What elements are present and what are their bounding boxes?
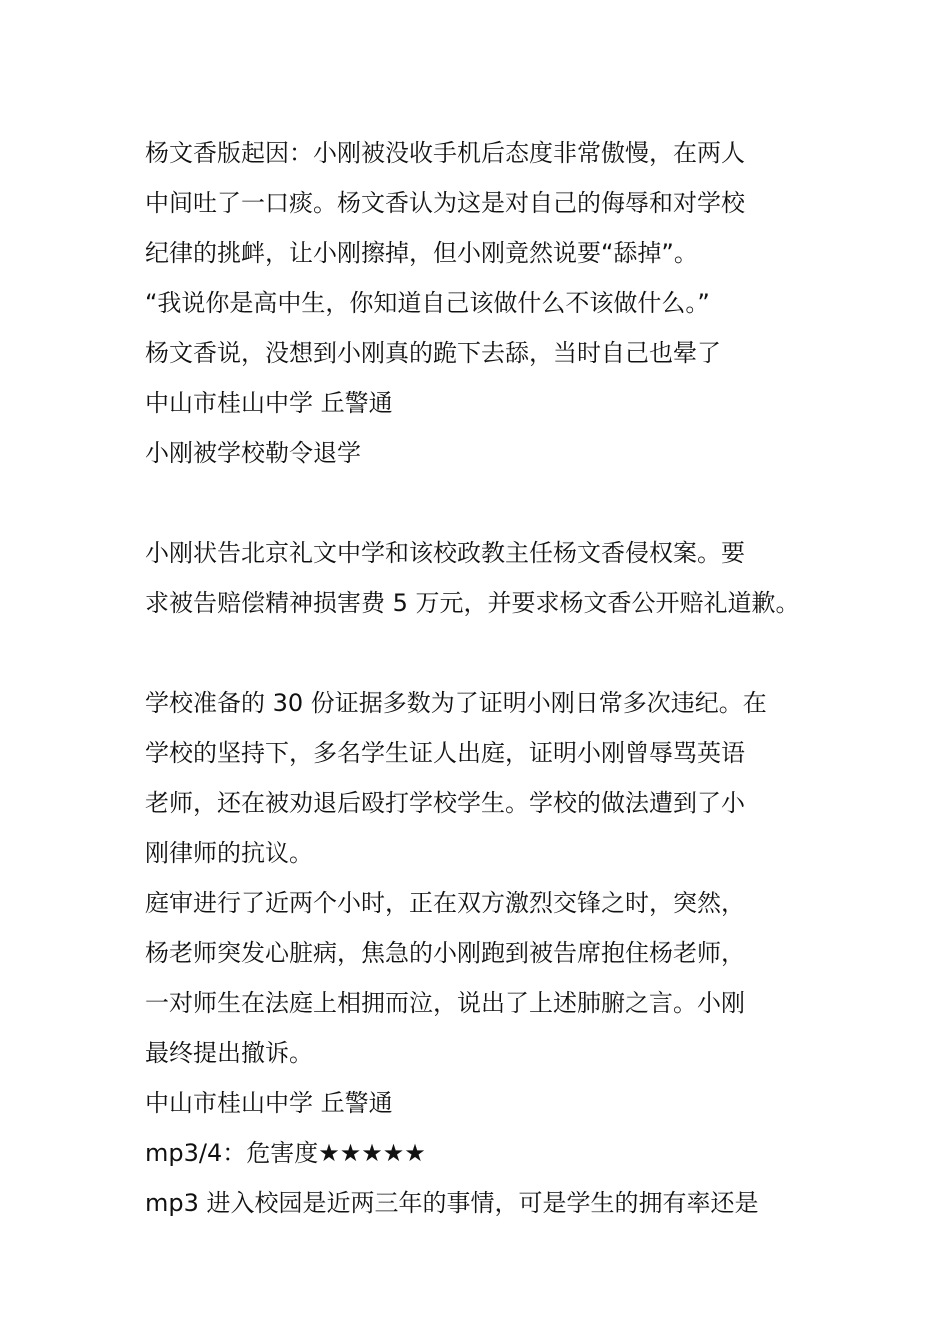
- paragraph-spacer: [145, 628, 825, 678]
- paragraph-spacer: [145, 478, 825, 528]
- paragraph-lawsuit: 小刚状告北京礼文中学和该校政教主任杨文香侵权案。要 求被告赔偿精神损害费 5 万元，并要求杨文香公开赔礼道歉。: [145, 539, 800, 617]
- document-body: [145, 128, 825, 1228]
- paragraph-expulsion: 小刚被学校勒令退学: [145, 439, 361, 467]
- paragraph-trial: 庭审进行了近两个小时，正在双方激烈交锋之时，突然， 杨老师突发心脏病，焦急的小刚跑到被告席抱住杨老师， 一对师生在法庭上相拥而泣，说出了上述肺腑之言。小刚 最终提出撤诉。: [145, 889, 745, 1067]
- section-heading-mp3: mp3/4：危害度★★★★★: [145, 1139, 426, 1167]
- paragraph-evidence: 学校准备的 30 份证据多数为了证明小刚日常多次违纪。在 学校的坚持下，多名学生证人出庭，证明小刚曾辱骂英语 老师，还在被劝退后殴打学校学生。学校的做法遭到了小 刚律师的抗议。: [145, 689, 767, 867]
- paragraph-mp3: mp3 进入校园是近两三年的事情，可是学生的拥有率还是: [145, 1189, 759, 1217]
- author-credit: 中山市桂山中学 丘警通: [145, 1089, 393, 1117]
- author-credit: 中山市桂山中学 丘警通: [145, 389, 393, 417]
- paragraph-incident-cause: 杨文香版起因：小刚被没收手机后态度非常傲慢，在两人 中间吐了一口痰。杨文香认为这是对自己的侮辱和对学校 纪律的挑衅，让小刚擦掉，但小刚竟然说要“舔掉”。 “我说你是高中生，你知道自己该做什么不该做什么。” 杨文香说，没想到小刚真的跪下去舔，当时自己也晕了: [145, 139, 745, 367]
